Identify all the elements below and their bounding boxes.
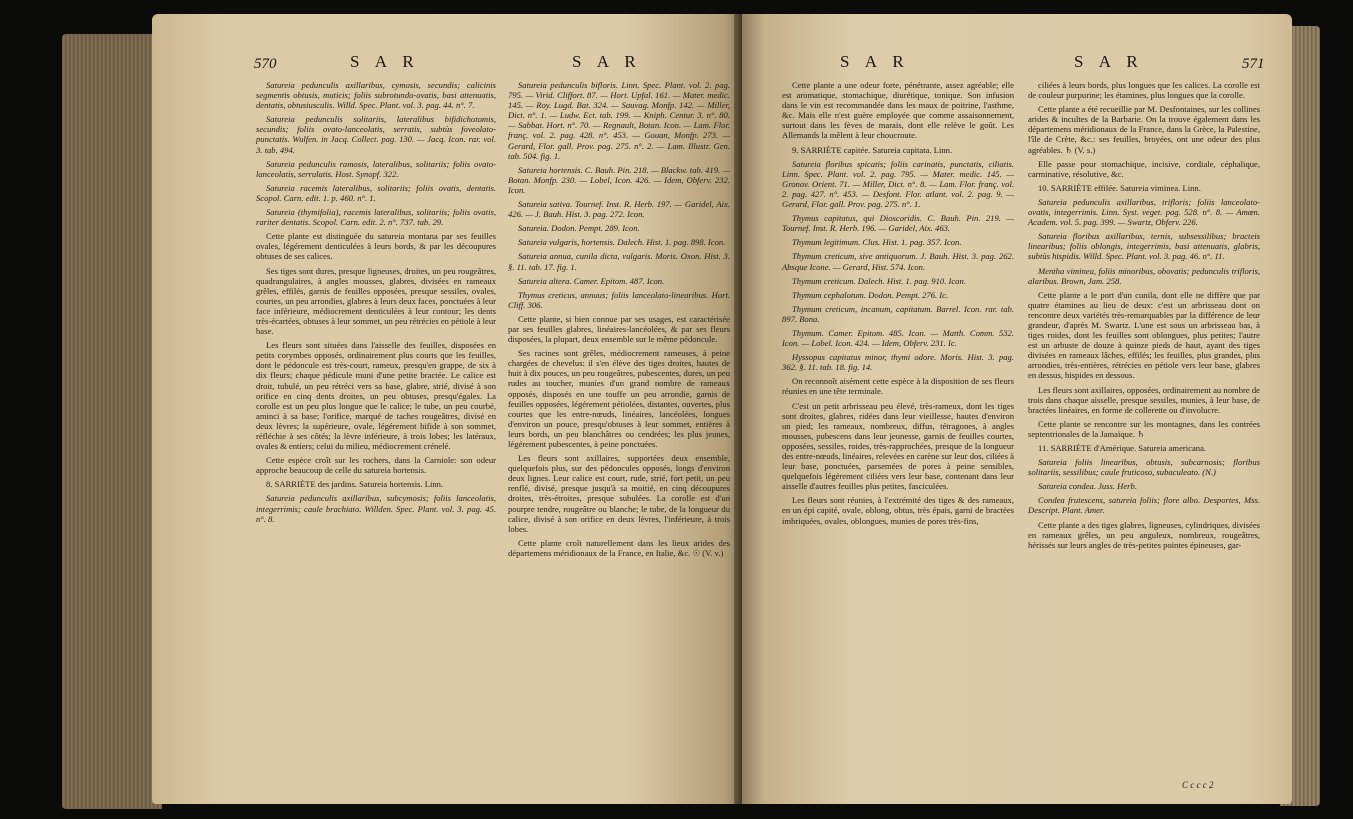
signature-mark: C c c c 2 — [1182, 780, 1214, 790]
paragraph: 9. SARRIÈTE capitée. Satureia capitata. Linn. — [792, 144, 953, 155]
paragraph: Cette plante a été recueillie par M. Desfontaines, sur les collines arides & incultes de la Barbarie. On la trouve également dans les départemens méridionaux de la France, dans la Grèce, la Palestine, l'île de Crète, &c.: ses feuilles, broyées, ont une odeur des plus agréables. ♄ (V. s.) — [1028, 104, 1260, 155]
left-running-head-2: S A R — [572, 52, 642, 71]
paragraph: Satureia annua, cunila dicta, vulgaris. Moris. Oxon. Hist. 3. §. 11. tab. 17. fig. 1. — [508, 251, 730, 272]
paragraph: Satureia racemis lateralibus, solitariis; foliis ovatis, dentatis. Scopol. Carn. edit. 1. p. 460. n°. 1. — [256, 182, 496, 203]
paragraph: Mentha viminea, foliis minoribus, obovatis; pedunculis trifloris, alaribus. Brown, Jam. 258. — [1028, 265, 1260, 286]
paragraph: Thymum creticum. Dalech. Hist. 1. pag. 910. Icon. — [792, 275, 966, 286]
paragraph: Thymus creticus, annuus; foliis lanceolato-linearibus. Hort. Cliff. 306. — [508, 289, 730, 310]
paragraph: Cette espèce croît sur les rochers, dans la Carniole: son odeur approche beaucoup de celle du satureia hortensis. — [256, 455, 496, 476]
paragraph: Cette plante croît naturellement dans les lieux arides des départemens méridionaux de la France, en Italie, &c. ☉ (V. v.) — [508, 537, 730, 558]
left-column-2 — [508, 80, 730, 562]
left-column-1 — [256, 80, 496, 528]
paragraph: Thymum creticum, incanum, capitatum. Barrel. Icon. rar. tab. 897. Bona. — [782, 303, 1014, 324]
paragraph: Satureia pedunculis axillaribus, subcymosis; foliis lanceolatis, integerrimis; caule brachiato. Willden. Spec. Plant. vol. 3. pag. 45. n°. 8. — [256, 493, 496, 524]
paragraph: Ses tiges sont dures, presque ligneuses, droites, un peu rougeâtres, quadrangulaires, à angles mousses, glabres, divisées en rameaux grêles, effilés, garnis de feuilles opposées, presque sessiles, ovales, courtes, un peu arrondies, glabres à leurs deux faces, ponctuées à leur face inférieure, médiocrement denticulées à leur contour; les dents très-écartées, obtuses à leur sommet, un peu rétrécies en pétiole à leur base. — [256, 265, 496, 337]
right-column-2 — [1028, 80, 1260, 554]
paragraph: C'est un petit arbrisseau peu élevé, très-rameux, dont les tiges sont droites, glabres, ridées dans leur vieillesse, hautes d'environ un pied; les rameaux, nombreux, diffus, tétragones, à angles mousses, pubescens dans leur jeunesse, garnis de feuilles courtes, opposées, sessiles, roides, très-rapprochées, presque de la longueur des entre-nœuds, linéaires, relevées en carène sur leur dos, ciliées à leur base, ponctuées, parsemées de pores à peine sensibles, quelquefois légérement ciliées vers leur base, contenant dans leur aisselle d'autres feuilles plus petites, fasciculées. — [782, 400, 1014, 492]
open-book — [62, 14, 1320, 804]
paragraph: Satureia pedunculis ramosis, lateralibus, solitariis; foliis ovato-lanceolatis, serrulatis. Host. Synopf. 322. — [256, 158, 496, 179]
paragraph: Cette plante a le port d'un cunila, dont elle ne diffère que par quatre étamines au lieu de deux: c'est un arbrisseau dont on rencontre deux variétés très-remarquables par la différence de leur grandeur, d'après M. Swartz. L'une est sous un arbrisseau bas, à tiges roides, dont les feuilles sont oblongues, plus petites; l'autre est un arbuste de douze à quinze pieds de haut, ayant des tiges divisées en rameaux lâches, effilés; les feuilles, plus grandes, plus arrondies, très-entières, rétrécies en pétiole vers leur base, glabres en dessus, hispides en dessous. — [1028, 289, 1260, 381]
paragraph: Satureia floribus axillaribus, ternis, subsessilibus; bracteis linearibus; foliis oblongis, integerrimis, basi attenuatis, glabris, subtùs hispidis. Willd. Spec. Plant. vol. 3. pag. 46. n°. 11. — [1028, 231, 1260, 262]
paragraph: Satureia pedunculis bifloris. Linn. Spec. Plant. vol. 2. pag. 795. — Virid. Cliffort. 87. — Hort. Upfal. 161. — Mater. medic. 145. — Roy. Lugd. Bat. 324. — Sauvag. Monfp. 142. — Miller, Dict. n°. 1. — Ludw. Ect. tab. 199. — Kniph. Centur. 3. n°. 80. — Sabbat. Hort. n°. 70. — Regnault, Botan. Icon. — Lam. Flor. franç. vol. 2. pag. 428. n°. 453. — Gouan, Monfp. 273. — Gerard, Flor. gall. Prov. pag. 275. n°. 2. — Lam. Illustr. Gen. tab. 504. fig. 1. — [508, 80, 730, 161]
paragraph: Elle passe pour stomachique, incisive, cordiale, céphalique, carminative, résolutive, &c. — [1028, 158, 1260, 179]
paragraph: Satureia condea. Juss. Herb. — [1038, 481, 1137, 492]
paragraph: Satureia foliis linearibus, obtusis, subcarnosis; floribus solitariis, sessilibus; caule fruticoso, subaculeato. (N.) — [1028, 457, 1260, 478]
paragraph: Satureia floribus spicatis; foliis carinatis, punctatis, ciliatis. Linn. Spec. Plant. vol. 2. pag. 795. — Mater. medic. 145. — Gronov. Orient. 71. — Miller, Dict. n°. 8. — Lam. Flor. franç. vol. 2. pag. 427. n°. 453. — Desfont. Flor. atlant. vol. 2. pag. 9. — Gerard, Flor. gall. Prov. pag. 275. n°. 1. — [782, 158, 1014, 210]
paragraph: ciliées à leurs bords, plus longues que les calices. La corolle est de couleur purpurine; les étamines, plus longues que la corolle. — [1028, 80, 1260, 101]
paragraph: Cette plante se rencontre sur les montagnes, dans les contrées septentrionales de la Jamaïque. ♄ — [1028, 418, 1260, 439]
paragraph: Satureia sativa. Tournef. Inst. R. Herb. 197. — Garidel, Aix. 426. — J. Bauh. Hist. 3. pag. 272. Icon. — [508, 199, 730, 220]
paragraph: Cette plante, si bien connue par ses usages, est caractérisée par ses feuilles glabres, linéaires-lancéolées, & par ses fleurs disposées, la plupart, deux ensemble sur le même pédoncule. — [508, 313, 730, 345]
paragraph: 10. SARRIÈTE effilée. Satureia viminea. Linn. — [1038, 182, 1201, 193]
paragraph: Satureia altera. Camer. Epitom. 487. Icon. — [518, 275, 665, 286]
right-running-head: S A R — [840, 52, 910, 71]
paragraph: Les fleurs sont axillaires, opposées, ordinairement au nombre de trois dans chaque aisselle, presque sessiles, munies, à leur base, de bractées linéaires, en forme de collerette ou d'involucre. — [1028, 384, 1260, 415]
paragraph: Satureia. Dodon. Pempt. 289. Icon. — [518, 223, 640, 234]
right-running-head-2: S A R — [1074, 52, 1144, 71]
paragraph: Cette plante est distinguée du satureia montana par ses feuilles ovales, légérement denticulées à leurs bords, & par les découpures obtuses de ses calices. — [256, 231, 496, 262]
left-running-head: S A R — [350, 52, 420, 71]
right-page-number: 571 — [1242, 56, 1265, 72]
paragraph: Hyssopus capitatus minor, thymi odore. Moris. Hist. 3. pag. 362. §. 11. tab. 18. fig. 14. — [782, 352, 1014, 373]
paragraph: On reconnoît aisément cette espèce à la disposition de ses fleurs réunies en une tête terminale. — [782, 376, 1014, 397]
paragraph: Condea frutescens, satureia foliis; flore albo. Desportes, Mss. Descript. Plant. Amer. — [1028, 495, 1260, 516]
left-page-number: 570 — [254, 56, 277, 72]
paragraph: Satureia pedunculis axillaribus, trifloris; foliis lanceolato-ovatis, integerrimis. Linn. Syst. veget. pag. 528. n°. 8. — Amœn. Academ. vol. 5. pag. 399. — Swartz, Obferv. 226. — [1028, 196, 1260, 228]
paragraph: Satureia vulgaris, hortensis. Dalech. Hist. 1. pag. 898. Icon. — [518, 237, 726, 248]
paragraph: Satureia hortensis. C. Bauh. Pin. 218. — Blackw. tab. 419. — Botan. Monfp. 230. — Lobel, Icon. 426. — Idem, Obferv. 232. Icon. — [508, 164, 730, 195]
page-edges-left — [62, 34, 162, 809]
paragraph: Thymus capitatus, qui Dioscoridis. C. Bauh. Pin. 219. — Tournef. Inst. R. Herb. 196. — Garidel, Aix. 463. — [782, 213, 1014, 234]
paragraph: Les fleurs sont situées dans l'aisselle des feuilles, disposées en petits corymbes opposés, ordinairement plus courts que les feuilles, dont le pédoncule est très-court, rameux, presqu'en grappe, de six à dix fleurs; chaque pédicule muni d'une petite bractée. Le calice est droit, tubulé, un peu rétréci vers sa base, glabre, strié, divisé à son orifice en cinq dents droites, un peu obtuses, presqu'égales. La corolle est un peu plus longue que le calice; le tube, un peu courbé, aminci à sa base; l'orifice, marqué de taches rougeâtres, divisé en deux lèvres; la supérieure, ovale, légérement bifide à son sommet, réfléchie à ses côtés; la lèvre inférieure, à trois lobes; les latéraux, ovales & entiers; celui du milieu, médiocrement crénelé. — [256, 340, 496, 452]
paragraph: 8. SARRIÈTE des jardins. Satureia hortensis. Linn. — [266, 479, 444, 490]
right-column-1 — [782, 80, 1014, 530]
paragraph: Ses racines sont grêles, médiocrement rameuses, à peine chargées de chevelus: il s'en élève des tiges droites, hautes de huit à dix pouces, un peu rougeâtres, pubescentes, dures, un peu rudes au toucher, munies d'un grand nombre de rameaux opposés, disposés en une touffe un peu arrondie, garnis de feuilles opposées, légérement pétiolées, distantes, ouvertes, plus courtes que les entre-nœuds, linéaires, lancéolées, longues d'environ un pouce, presqu'obtuses à leur sommet, entières à leurs bords, un peu blanchâtres ou cendrées; les plus jeunes, légérement pubescentes, à peine ponctuées. — [508, 348, 730, 449]
paragraph: Thymum legitimum. Clus. Hist. 1. pag. 357. Icon. — [792, 237, 962, 248]
paragraph: Satureia pedunculis axillaribus, cymosis, secundis; calicinis segmentis obtusis, muticis; foliis subrotundo-ovatis, basi attenuatis, dentatis, obtusiusculis. Willd. Spec. Plant. vol. 3. pag. 44. n°. 7. — [256, 80, 496, 111]
paragraph: Thymum creticum, sive antiquorum. J. Bauh. Hist. 3. pag. 262. Absque Icone. — Gerard, Hist. 574. Icon. — [782, 251, 1014, 272]
paragraph: Thymum cephalotum. Dodon. Pempt. 276. Ic. — [792, 289, 949, 300]
paragraph: Thymum. Camer. Epitom. 485. Icon. — Matth. Comm. 532. Icon. — Lobel. Icon. 424. — Idem, Obferv. 231. Ic. — [782, 327, 1014, 349]
paragraph: Satureia (thymifolia), racemis lateralibus, solitariis; foliis ovatis, rariter dentatis. Scopol. Carn. edit. 2. n°. 737. tab. 29. — [256, 207, 496, 228]
right-page — [742, 14, 1292, 804]
paragraph: Cette plante a des tiges glabres, ligneuses, cylindriques, divisées en rameaux grêles, un peu anguleux, nombreux, rougeâtres, hérissés sur leurs angles de très-petites pointes épineuses, gar- — [1028, 519, 1260, 550]
paragraph: 11. SARRIÈTE d'Amérique. Satureia americana. — [1038, 443, 1207, 453]
paragraph: Les fleurs sont axillaires, supportées deux ensemble, quelquefois plus, sur des pédoncules opposés, longs d'environ deux lignes. Leur calice est court, rude, strié, fort petit, un peu renflé, divisé, presque jusqu'à sa moitié, en cinq découpures droites, très-étroites, presque subulées. La corolle est d'un pourpre tendre, rougeâtre ou blanche; le tube, de la longueur du calice, divisé à son orifice en deux lèvres, l'inférieure, à trois lobes. — [508, 453, 730, 534]
left-page — [152, 14, 742, 804]
paragraph: Cette plante a une odeur forte, pénétrante, assez agréable; elle est aromatique, stomachique, diurétique, tonique. Son infusion dans le vin est recommandée dans les maux de poitrine, l'asthme, &c. Mais elle n'est guère employée que comme assaisonnement, surtout dans les fèves de marais, dont elle relève le goût. Les Allemands la mêlent à leur choucroute. — [782, 80, 1014, 141]
paragraph: Satureia pedunculis solitariis, lateralibus bifidichotomis, secundis; foliis ovato-lanceolatis, serratis, subtùs foveolato-punctatis. Wulfen. in Jacq. Collect. pag. 130. — Jacq. Icon. rar. vol. 3. tab. 494. — [256, 114, 496, 155]
paragraph: Les fleurs sont réunies, à l'extrémité des tiges & des rameaux, en un épi capité, ovale, oblong, obtus, très épais, garni de bractées imbriquées, ovales, oblongues, munies de pores très-fins, — [782, 495, 1014, 526]
